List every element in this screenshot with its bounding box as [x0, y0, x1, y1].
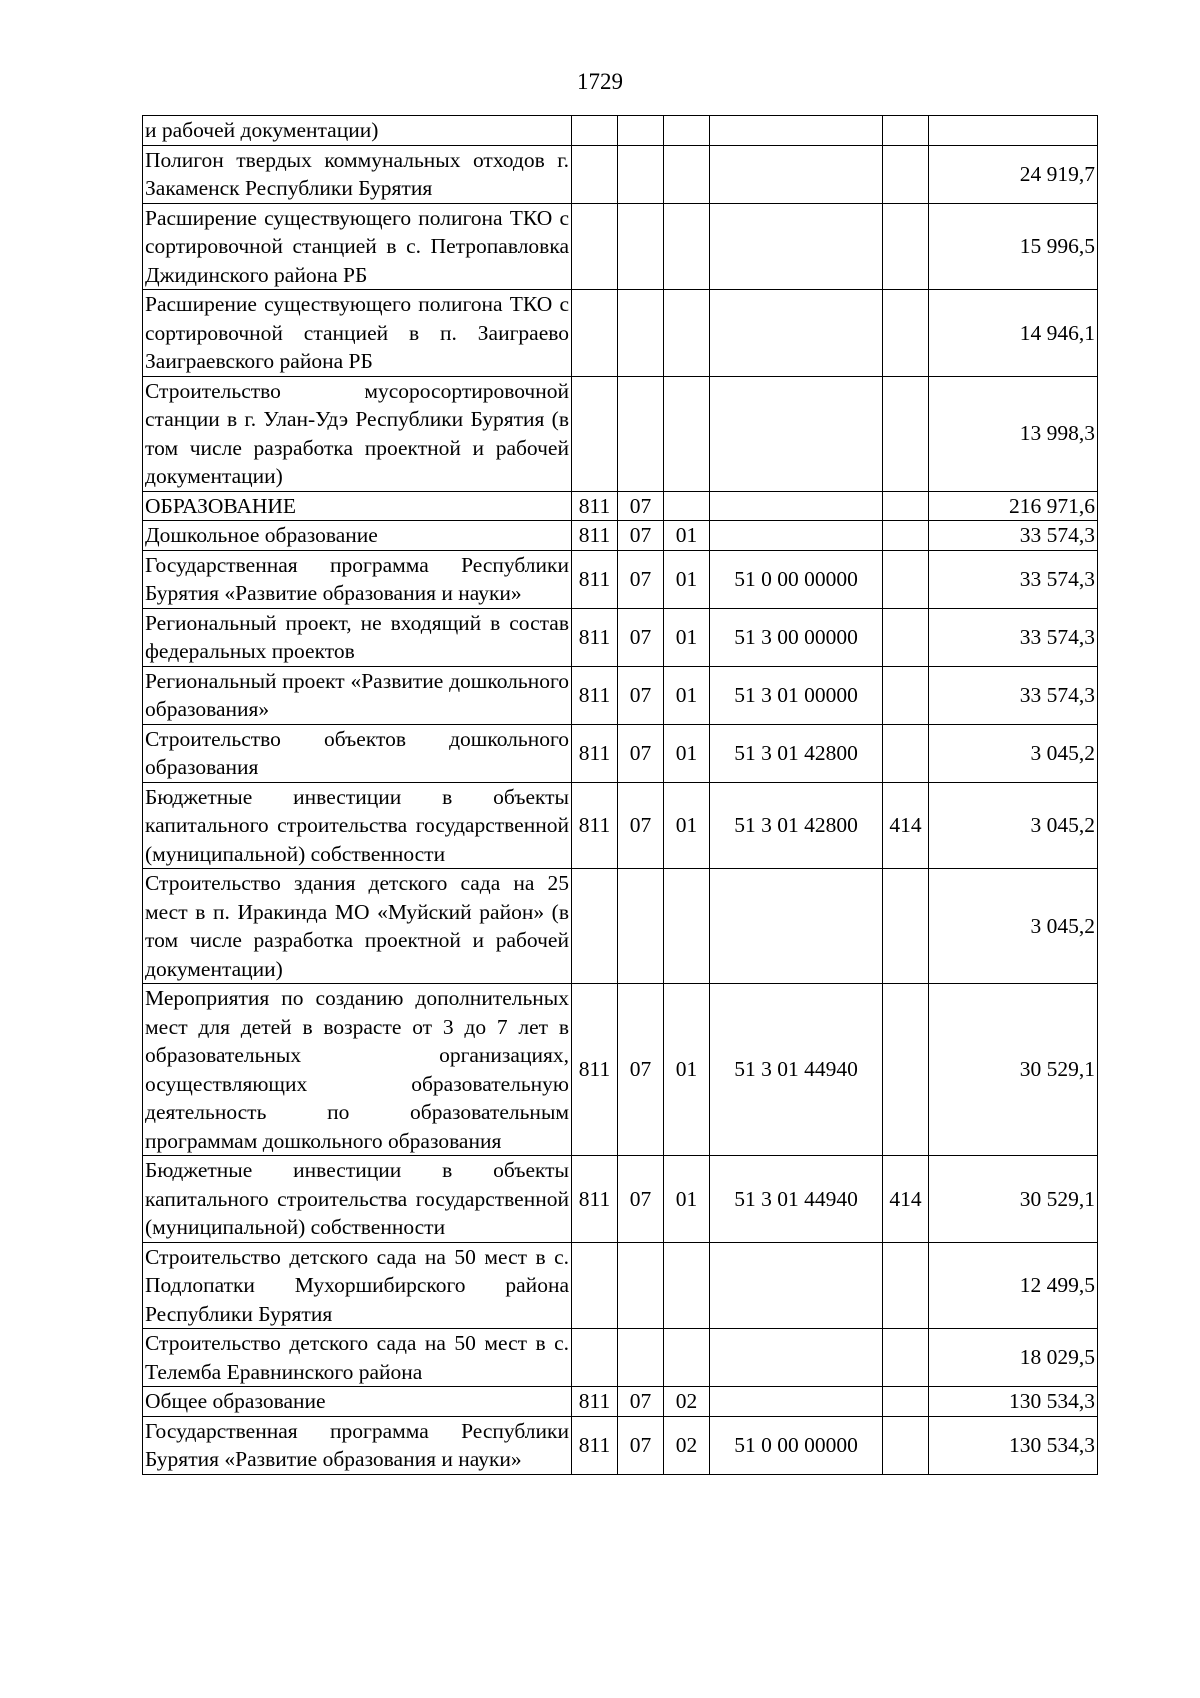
table-row [143, 145, 1098, 203]
table-row [143, 782, 1098, 869]
section-code-cell: 07 [618, 666, 664, 724]
target-article-cell [710, 1387, 883, 1417]
target-article-cell [710, 145, 883, 203]
ministry-code-cell: 811 [572, 1416, 618, 1474]
subsection-code-cell [664, 869, 710, 984]
subsection-code-cell [664, 203, 710, 290]
table-row [143, 724, 1098, 782]
row-name-cell: Общее образование [143, 1387, 572, 1417]
page-number: 1729 [577, 69, 623, 94]
expense-type-cell [883, 608, 929, 666]
section-code-cell [618, 116, 664, 146]
row-name-cell: Строительство детского сада на 50 мест в с. Подлопатки Мухоршибирского района Республики Бурятия [143, 1242, 572, 1329]
subsection-code-cell: 01 [664, 550, 710, 608]
row-name-cell: Строительство детского сада на 50 мест в с. Телемба Еравнинского района [143, 1329, 572, 1387]
table-row [143, 550, 1098, 608]
amount-cell: 3 045,2 [929, 724, 1098, 782]
expense-type-cell [883, 1242, 929, 1329]
section-code-cell [618, 1329, 664, 1387]
target-article-cell [710, 521, 883, 551]
ministry-code-cell: 811 [572, 550, 618, 608]
target-article-cell [710, 376, 883, 491]
ministry-code-cell: 811 [572, 724, 618, 782]
target-article-cell: 51 3 01 42800 [710, 724, 883, 782]
table-row [143, 203, 1098, 290]
target-article-cell [710, 116, 883, 146]
table-row [143, 984, 1098, 1156]
table-row [143, 1156, 1098, 1243]
amount-cell: 18 029,5 [929, 1329, 1098, 1387]
ministry-code-cell: 811 [572, 984, 618, 1156]
section-code-cell: 07 [618, 550, 664, 608]
table-row [143, 608, 1098, 666]
section-code-cell: 07 [618, 984, 664, 1156]
section-code-cell: 07 [618, 491, 664, 521]
budget-table-body [143, 116, 1098, 1475]
row-name-cell: Строительство объектов дошкольного образования [143, 724, 572, 782]
expense-type-cell [883, 376, 929, 491]
expense-type-cell [883, 666, 929, 724]
table-row [143, 376, 1098, 491]
subsection-code-cell [664, 1242, 710, 1329]
expense-type-cell [883, 203, 929, 290]
row-name-cell: Строительство здания детского сада на 25 мест в п. Иракинда МО «Муйский район» (в том числе разработка проектной и рабочей документации) [143, 869, 572, 984]
expense-type-cell [883, 550, 929, 608]
table-row [143, 491, 1098, 521]
target-article-cell: 51 3 01 00000 [710, 666, 883, 724]
subsection-code-cell: 01 [664, 666, 710, 724]
ministry-code-cell [572, 1242, 618, 1329]
row-name-cell: Строительство мусоросортировочной станции в г. Улан-Удэ Республики Бурятия (в том числе разработка проектной и рабочей документации) [143, 376, 572, 491]
row-name-cell: Региональный проект «Развитие дошкольного образования» [143, 666, 572, 724]
ministry-code-cell [572, 1329, 618, 1387]
row-name-cell: Государственная программа Республики Бурятия «Развитие образования и науки» [143, 550, 572, 608]
table-row [143, 666, 1098, 724]
table-row [143, 1387, 1098, 1417]
expense-type-cell [883, 724, 929, 782]
target-article-cell [710, 491, 883, 521]
section-code-cell [618, 145, 664, 203]
section-code-cell [618, 376, 664, 491]
subsection-code-cell: 01 [664, 608, 710, 666]
expense-type-cell [883, 984, 929, 1156]
amount-cell: 130 534,3 [929, 1416, 1098, 1474]
amount-cell: 13 998,3 [929, 376, 1098, 491]
ministry-code-cell: 811 [572, 491, 618, 521]
row-name-cell: Мероприятия по созданию дополнительных мест для детей в возрасте от 3 до 7 лет в образовательных организациях, осуществляющих образовательную деятельность по образовательным программам дошкольного образования [143, 984, 572, 1156]
expense-type-cell [883, 1416, 929, 1474]
subsection-code-cell: 02 [664, 1387, 710, 1417]
expense-type-cell [883, 521, 929, 551]
ministry-code-cell: 811 [572, 782, 618, 869]
expense-type-cell [883, 1329, 929, 1387]
amount-cell: 33 574,3 [929, 666, 1098, 724]
row-name-cell: Региональный проект, не входящий в состав федеральных проектов [143, 608, 572, 666]
expense-type-cell [883, 116, 929, 146]
ministry-code-cell: 811 [572, 521, 618, 551]
table-row [143, 521, 1098, 551]
row-name-cell: Бюджетные инвестиции в объекты капитального строительства государственной (муниципальной) собственности [143, 782, 572, 869]
subsection-code-cell: 01 [664, 984, 710, 1156]
section-code-cell: 07 [618, 782, 664, 869]
subsection-code-cell: 01 [664, 1156, 710, 1243]
ministry-code-cell: 811 [572, 608, 618, 666]
subsection-code-cell [664, 491, 710, 521]
ministry-code-cell: 811 [572, 1156, 618, 1243]
ministry-code-cell [572, 145, 618, 203]
amount-cell: 12 499,5 [929, 1242, 1098, 1329]
table-row [143, 869, 1098, 984]
section-code-cell: 07 [618, 724, 664, 782]
amount-cell: 14 946,1 [929, 290, 1098, 377]
target-article-cell: 51 0 00 00000 [710, 550, 883, 608]
target-article-cell: 51 3 00 00000 [710, 608, 883, 666]
amount-cell: 3 045,2 [929, 869, 1098, 984]
table-row [143, 1416, 1098, 1474]
row-name-cell: ОБРАЗОВАНИЕ [143, 491, 572, 521]
row-name-cell: Государственная программа Республики Бурятия «Развитие образования и науки» [143, 1416, 572, 1474]
subsection-code-cell: 01 [664, 521, 710, 551]
section-code-cell [618, 869, 664, 984]
row-name-cell: Полигон твердых коммунальных отходов г. Закаменск Республики Бурятия [143, 145, 572, 203]
amount-cell: 216 971,6 [929, 491, 1098, 521]
target-article-cell: 51 3 01 44940 [710, 984, 883, 1156]
amount-cell: 33 574,3 [929, 608, 1098, 666]
table-row [143, 116, 1098, 146]
section-code-cell: 07 [618, 1156, 664, 1243]
expense-type-cell [883, 869, 929, 984]
expense-type-cell: 414 [883, 782, 929, 869]
budget-table [142, 115, 1098, 1475]
row-name-cell: Расширение существующего полигона ТКО с сортировочной станцией в п. Заиграево Заиграевского района РБ [143, 290, 572, 377]
amount-cell: 33 574,3 [929, 550, 1098, 608]
row-name-cell: Расширение существующего полигона ТКО с сортировочной станцией в с. Петропавловка Джидинского района РБ [143, 203, 572, 290]
section-code-cell [618, 203, 664, 290]
subsection-code-cell [664, 1329, 710, 1387]
ministry-code-cell [572, 290, 618, 377]
row-name-cell: и рабочей документации) [143, 116, 572, 146]
expense-type-cell: 414 [883, 1156, 929, 1243]
expense-type-cell [883, 290, 929, 377]
row-name-cell: Бюджетные инвестиции в объекты капитального строительства государственной (муниципальной) собственности [143, 1156, 572, 1243]
section-code-cell [618, 1242, 664, 1329]
subsection-code-cell: 02 [664, 1416, 710, 1474]
ministry-code-cell [572, 116, 618, 146]
amount-cell: 30 529,1 [929, 1156, 1098, 1243]
amount-cell: 30 529,1 [929, 984, 1098, 1156]
target-article-cell [710, 869, 883, 984]
amount-cell [929, 116, 1098, 146]
expense-type-cell [883, 145, 929, 203]
target-article-cell [710, 1242, 883, 1329]
ministry-code-cell [572, 376, 618, 491]
subsection-code-cell: 01 [664, 724, 710, 782]
subsection-code-cell [664, 145, 710, 203]
amount-cell: 24 919,7 [929, 145, 1098, 203]
subsection-code-cell [664, 290, 710, 377]
subsection-code-cell: 01 [664, 782, 710, 869]
target-article-cell [710, 290, 883, 377]
target-article-cell [710, 203, 883, 290]
section-code-cell: 07 [618, 521, 664, 551]
target-article-cell [710, 1329, 883, 1387]
ministry-code-cell [572, 203, 618, 290]
amount-cell: 15 996,5 [929, 203, 1098, 290]
section-code-cell: 07 [618, 1387, 664, 1417]
target-article-cell: 51 3 01 44940 [710, 1156, 883, 1243]
amount-cell: 3 045,2 [929, 782, 1098, 869]
expense-type-cell [883, 491, 929, 521]
section-code-cell: 07 [618, 608, 664, 666]
table-row [143, 1329, 1098, 1387]
expense-type-cell [883, 1387, 929, 1417]
target-article-cell: 51 0 00 00000 [710, 1416, 883, 1474]
section-code-cell [618, 290, 664, 377]
subsection-code-cell [664, 116, 710, 146]
target-article-cell: 51 3 01 42800 [710, 782, 883, 869]
amount-cell: 33 574,3 [929, 521, 1098, 551]
row-name-cell: Дошкольное образование [143, 521, 572, 551]
table-row [143, 290, 1098, 377]
ministry-code-cell: 811 [572, 1387, 618, 1417]
ministry-code-cell [572, 869, 618, 984]
table-row [143, 1242, 1098, 1329]
subsection-code-cell [664, 376, 710, 491]
amount-cell: 130 534,3 [929, 1387, 1098, 1417]
ministry-code-cell: 811 [572, 666, 618, 724]
section-code-cell: 07 [618, 1416, 664, 1474]
